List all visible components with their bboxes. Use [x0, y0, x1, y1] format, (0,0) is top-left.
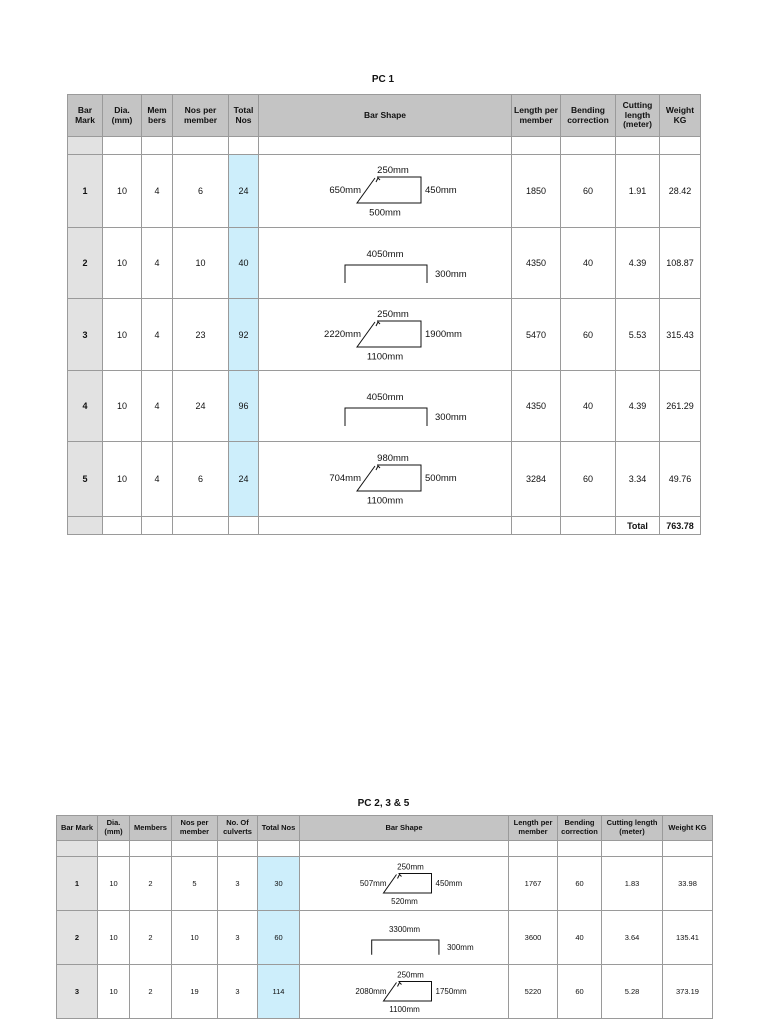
bar-hook	[376, 322, 380, 326]
dim-left: 2220mm	[324, 328, 361, 340]
table-row	[57, 965, 713, 1019]
pc1-total-row	[68, 517, 701, 535]
total-cell: 96	[229, 371, 259, 442]
nos-cell: 6	[173, 155, 229, 228]
bar-outline	[371, 940, 438, 955]
members-cell: 4	[142, 299, 173, 371]
bar-outline	[345, 408, 427, 426]
header-nos-per-member: Nos per member	[173, 95, 229, 137]
members-cell: 2	[130, 857, 172, 911]
mark-cell: 5	[68, 442, 103, 517]
nos-cell: 6	[173, 442, 229, 517]
header-dia: Dia. (mm)	[98, 816, 130, 841]
dim-left: 507mm	[359, 878, 386, 888]
cutting-cell: 3.34	[616, 442, 660, 517]
pc2-title: PC 2, 3 & 5	[357, 798, 410, 809]
mark-cell: 3	[57, 965, 98, 1019]
bending-cell: 60	[558, 965, 602, 1019]
spacer-cell	[602, 841, 663, 857]
header-length-per-member: Length per member	[512, 95, 561, 137]
dia-cell: 10	[103, 442, 142, 517]
dim-bottom: 1100mm	[366, 351, 404, 362]
bar-hook	[376, 466, 380, 470]
nos-cell: 5	[172, 857, 218, 911]
trapezoid-bar-shape	[260, 300, 510, 370]
dim-top: 4050mm	[366, 249, 404, 260]
total-row-cell	[142, 517, 173, 535]
members-cell: 4	[142, 371, 173, 442]
mark-cell: 4	[68, 371, 103, 442]
header-bending-correction: Bending correction	[561, 95, 616, 137]
dim-top: 250mm	[377, 165, 409, 176]
table-row	[57, 911, 713, 965]
u-bar-shape	[260, 371, 510, 441]
spacer-cell	[130, 841, 172, 857]
spacer-cell	[509, 841, 558, 857]
dia-cell: 10	[98, 857, 130, 911]
spacer-cell	[663, 841, 713, 857]
spacer-cell	[512, 137, 561, 155]
spacer-cell	[300, 841, 509, 857]
bar-outline	[383, 873, 431, 893]
mark-cell: 3	[68, 299, 103, 371]
header-total-nos: Total Nos	[229, 95, 259, 137]
cutting-cell: 1.91	[616, 155, 660, 228]
bar-shape-cell	[300, 857, 509, 911]
bending-cell: 60	[561, 442, 616, 517]
bar-outline	[357, 177, 421, 203]
total-weight: 763.78	[660, 517, 701, 535]
bar-shape-cell	[300, 965, 509, 1019]
cutting-cell: 1.83	[602, 857, 663, 911]
spacer-cell	[98, 841, 130, 857]
members-cell: 4	[142, 155, 173, 228]
dim-right: 500mm	[425, 473, 457, 484]
header-total-nos: Total Nos	[258, 816, 300, 841]
dim-bottom: 1100mm	[366, 495, 404, 507]
total-row-cell	[103, 517, 142, 535]
dim-left: 704mm	[329, 473, 361, 484]
spacer-cell	[142, 137, 173, 155]
spacer-cell	[259, 137, 512, 155]
total-row-cell	[229, 517, 259, 535]
table-row	[68, 228, 701, 299]
bar-outline	[345, 265, 427, 283]
header-dia: Dia. (mm)	[103, 95, 142, 137]
cutting-cell: 5.28	[602, 965, 663, 1019]
length-cell: 4350	[512, 371, 561, 442]
nos-cell: 24	[173, 371, 229, 442]
dim-right: 1900mm	[425, 328, 462, 340]
header-nos-per-member: Nos per member	[172, 816, 218, 841]
total-cell: 114	[258, 965, 300, 1019]
weight-cell: 261.29	[660, 371, 701, 442]
culverts-cell: 3	[218, 965, 258, 1019]
cutting-cell: 5.53	[616, 299, 660, 371]
cutting-cell: 4.39	[616, 371, 660, 442]
weight-cell: 373.19	[663, 965, 713, 1019]
spacer-cell	[173, 137, 229, 155]
header-cutting-length: Cutting length (meter)	[616, 95, 660, 137]
members-cell: 4	[142, 442, 173, 517]
header-members: Members	[130, 816, 172, 841]
dia-cell: 10	[103, 155, 142, 228]
pc1-title: PC 1	[371, 74, 395, 85]
dia-cell: 10	[103, 299, 142, 371]
bar-shape-cell	[259, 155, 512, 228]
dim-bottom: 1100mm	[388, 1004, 420, 1014]
cutting-cell: 3.64	[602, 911, 663, 965]
pc2-bar-bending-table	[56, 815, 713, 1019]
dim-right: 300mm	[435, 412, 467, 423]
nos-cell: 23	[173, 299, 229, 371]
spacer-cell	[660, 137, 701, 155]
bar-shape-cell	[259, 442, 512, 517]
bar-outline	[357, 465, 421, 491]
total-row-cell	[512, 517, 561, 535]
total-cell: 30	[258, 857, 300, 911]
header-bar-mark: Bar Mark	[57, 816, 98, 841]
total-label: Total	[616, 517, 660, 535]
dim-bottom: 500mm	[369, 207, 401, 219]
total-row-cell	[561, 517, 616, 535]
length-cell: 1850	[512, 155, 561, 228]
bending-cell: 60	[561, 155, 616, 228]
trapezoid-bar-shape	[260, 444, 510, 514]
spacer-cell	[103, 137, 142, 155]
dim-right: 450mm	[435, 878, 462, 888]
nos-cell: 10	[172, 911, 218, 965]
spacer-cell	[561, 137, 616, 155]
dim-top: 250mm	[396, 970, 424, 979]
mark-cell: 2	[68, 228, 103, 299]
pc2-spacer-row	[57, 841, 713, 857]
table-row	[68, 442, 701, 517]
dim-top: 4050mm	[366, 392, 404, 403]
dim-right: 450mm	[425, 185, 457, 196]
mark-cell: 1	[68, 155, 103, 228]
total-cell: 24	[229, 155, 259, 228]
total-cell: 92	[229, 299, 259, 371]
bar-hook	[397, 874, 401, 878]
header-members: Mem bers	[142, 95, 173, 137]
u-bar-shape	[302, 912, 507, 964]
header-no-of-culverts: No. Of culverts	[218, 816, 258, 841]
weight-cell: 135.41	[663, 911, 713, 965]
mark-cell: 1	[57, 857, 98, 911]
pc1-header-row	[68, 95, 701, 137]
bar-shape-cell	[259, 228, 512, 299]
bar-outline	[383, 981, 431, 1001]
weight-cell: 315.43	[660, 299, 701, 371]
nos-cell: 19	[172, 965, 218, 1019]
bar-shape-cell	[259, 299, 512, 371]
pc1-spacer-row	[68, 137, 701, 155]
bending-cell: 40	[558, 911, 602, 965]
dia-cell: 10	[103, 228, 142, 299]
header-bar-shape: Bar Shape	[259, 95, 512, 137]
length-cell: 4350	[512, 228, 561, 299]
weight-cell: 49.76	[660, 442, 701, 517]
bending-cell: 60	[561, 299, 616, 371]
dim-top: 250mm	[377, 308, 409, 320]
dim-bottom: 520mm	[390, 896, 418, 906]
nos-cell: 10	[173, 228, 229, 299]
spacer-cell	[172, 841, 218, 857]
spacer-cell	[258, 841, 300, 857]
length-cell: 3600	[509, 911, 558, 965]
spacer-cell	[558, 841, 602, 857]
members-cell: 4	[142, 228, 173, 299]
trapezoid-bar-shape	[302, 858, 507, 910]
header-weight: Weight KG	[663, 816, 713, 841]
table-row	[57, 857, 713, 911]
dim-right: 300mm	[435, 269, 467, 280]
culverts-cell: 3	[218, 857, 258, 911]
dim-right: 300mm	[446, 942, 474, 952]
spacer-cell	[68, 137, 103, 155]
culverts-cell: 3	[218, 911, 258, 965]
header-length-per-member: Length per member	[509, 816, 558, 841]
pc1-bar-bending-table	[67, 94, 701, 535]
dim-left: 650mm	[329, 185, 361, 196]
bending-cell: 40	[561, 371, 616, 442]
pc2-header-row	[57, 816, 713, 841]
header-bar-shape: Bar Shape	[300, 816, 509, 841]
u-bar-shape	[260, 228, 510, 298]
mark-cell: 2	[57, 911, 98, 965]
length-cell: 5220	[509, 965, 558, 1019]
length-cell: 3284	[512, 442, 561, 517]
table-row	[68, 371, 701, 442]
total-row-cell	[173, 517, 229, 535]
bar-shape-cell	[259, 371, 512, 442]
trapezoid-bar-shape	[260, 156, 510, 226]
table-row	[68, 299, 701, 371]
weight-cell: 28.42	[660, 155, 701, 228]
dia-cell: 10	[103, 371, 142, 442]
bar-hook	[397, 982, 401, 986]
members-cell: 2	[130, 965, 172, 1019]
trapezoid-bar-shape	[302, 966, 507, 1018]
bending-cell: 60	[558, 857, 602, 911]
bar-outline	[357, 321, 421, 347]
cutting-cell: 4.39	[616, 228, 660, 299]
weight-cell: 108.87	[660, 228, 701, 299]
bending-cell: 40	[561, 228, 616, 299]
total-row-cell	[68, 517, 103, 535]
table-row	[68, 155, 701, 228]
total-row-cell	[259, 517, 512, 535]
spacer-cell	[218, 841, 258, 857]
dim-top: 3300mm	[388, 924, 420, 934]
dim-left: 2080mm	[354, 986, 386, 996]
spacer-cell	[229, 137, 259, 155]
header-bar-mark: Bar Mark	[68, 95, 103, 137]
dim-right: 1750mm	[435, 986, 467, 996]
length-cell: 5470	[512, 299, 561, 371]
header-cutting-length: Cutting length (meter)	[602, 816, 663, 841]
members-cell: 2	[130, 911, 172, 965]
dia-cell: 10	[98, 965, 130, 1019]
total-cell: 60	[258, 911, 300, 965]
header-weight: Weight KG	[660, 95, 701, 137]
bar-shape-cell	[300, 911, 509, 965]
dim-top: 980mm	[377, 453, 409, 464]
dia-cell: 10	[98, 911, 130, 965]
spacer-cell	[57, 841, 98, 857]
total-cell: 40	[229, 228, 259, 299]
total-cell: 24	[229, 442, 259, 517]
header-bending-correction: Bending correction	[558, 816, 602, 841]
dim-top: 250mm	[396, 862, 424, 871]
length-cell: 1767	[509, 857, 558, 911]
spacer-cell	[616, 137, 660, 155]
weight-cell: 33.98	[663, 857, 713, 911]
bar-hook	[376, 178, 380, 182]
